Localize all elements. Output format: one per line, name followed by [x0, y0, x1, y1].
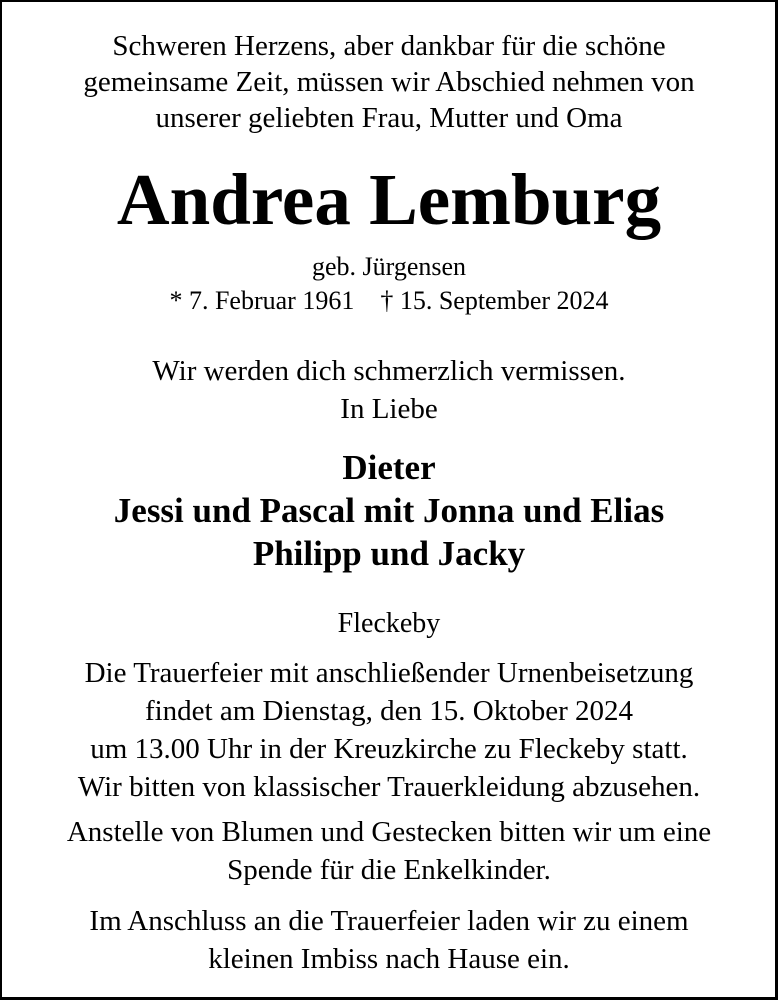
- reception-invitation: [0, 902, 778, 978]
- ceremony-line: findet am Dienstag, den 15. Oktober 2024: [144, 695, 634, 727]
- birth-details: [0, 250, 778, 318]
- death-date: † 15. September 2024: [380, 286, 609, 315]
- ceremony-line: um 13.00 Uhr in der Kreuzkirche zu Fleckeby statt.: [90, 733, 688, 765]
- donation-request: [0, 813, 778, 889]
- intro-line: gemeinsame Zeit, müssen wir Abschied nehmen von: [83, 66, 695, 98]
- intro-line: unserer geliebten Frau, Mutter und Oma: [155, 102, 623, 134]
- family-line: Jessi und Pascal mit Jonna und Elias: [113, 491, 665, 530]
- place-name: Fleckeby: [337, 608, 441, 639]
- farewell-message: [0, 352, 778, 428]
- ceremony-line: Wir bitten von klassischer Trauerkleidung abzusehen.: [77, 771, 701, 803]
- deceased-name: Andrea Lemburg: [116, 159, 662, 240]
- family-names: [0, 446, 778, 575]
- intro-text: [0, 28, 778, 136]
- maiden-name: geb. Jürgensen: [311, 252, 467, 281]
- donation-line: Spende für die Enkelkinder.: [227, 854, 551, 886]
- intro-line: Schweren Herzens, aber dankbar für die schöne: [112, 30, 666, 62]
- reception-line: Im Anschluss an die Trauerfeier laden wir zu einem: [89, 905, 689, 937]
- donation-line: Anstelle von Blumen und Gestecken bitten wir um eine: [66, 816, 712, 848]
- love-line: In Liebe: [340, 393, 438, 425]
- ceremony-line: Die Trauerfeier mit anschließender Urnenbeisetzung: [84, 657, 694, 689]
- miss-line: Wir werden dich schmerzlich vermissen.: [152, 355, 626, 387]
- family-line: Dieter: [342, 448, 436, 487]
- reception-line: kleinen Imbiss nach Hause ein.: [208, 943, 570, 975]
- ceremony-info: [0, 654, 778, 806]
- family-line: Philipp und Jacky: [252, 534, 526, 573]
- life-dates: [0, 284, 778, 318]
- birth-date: * 7. Februar 1961: [169, 286, 355, 315]
